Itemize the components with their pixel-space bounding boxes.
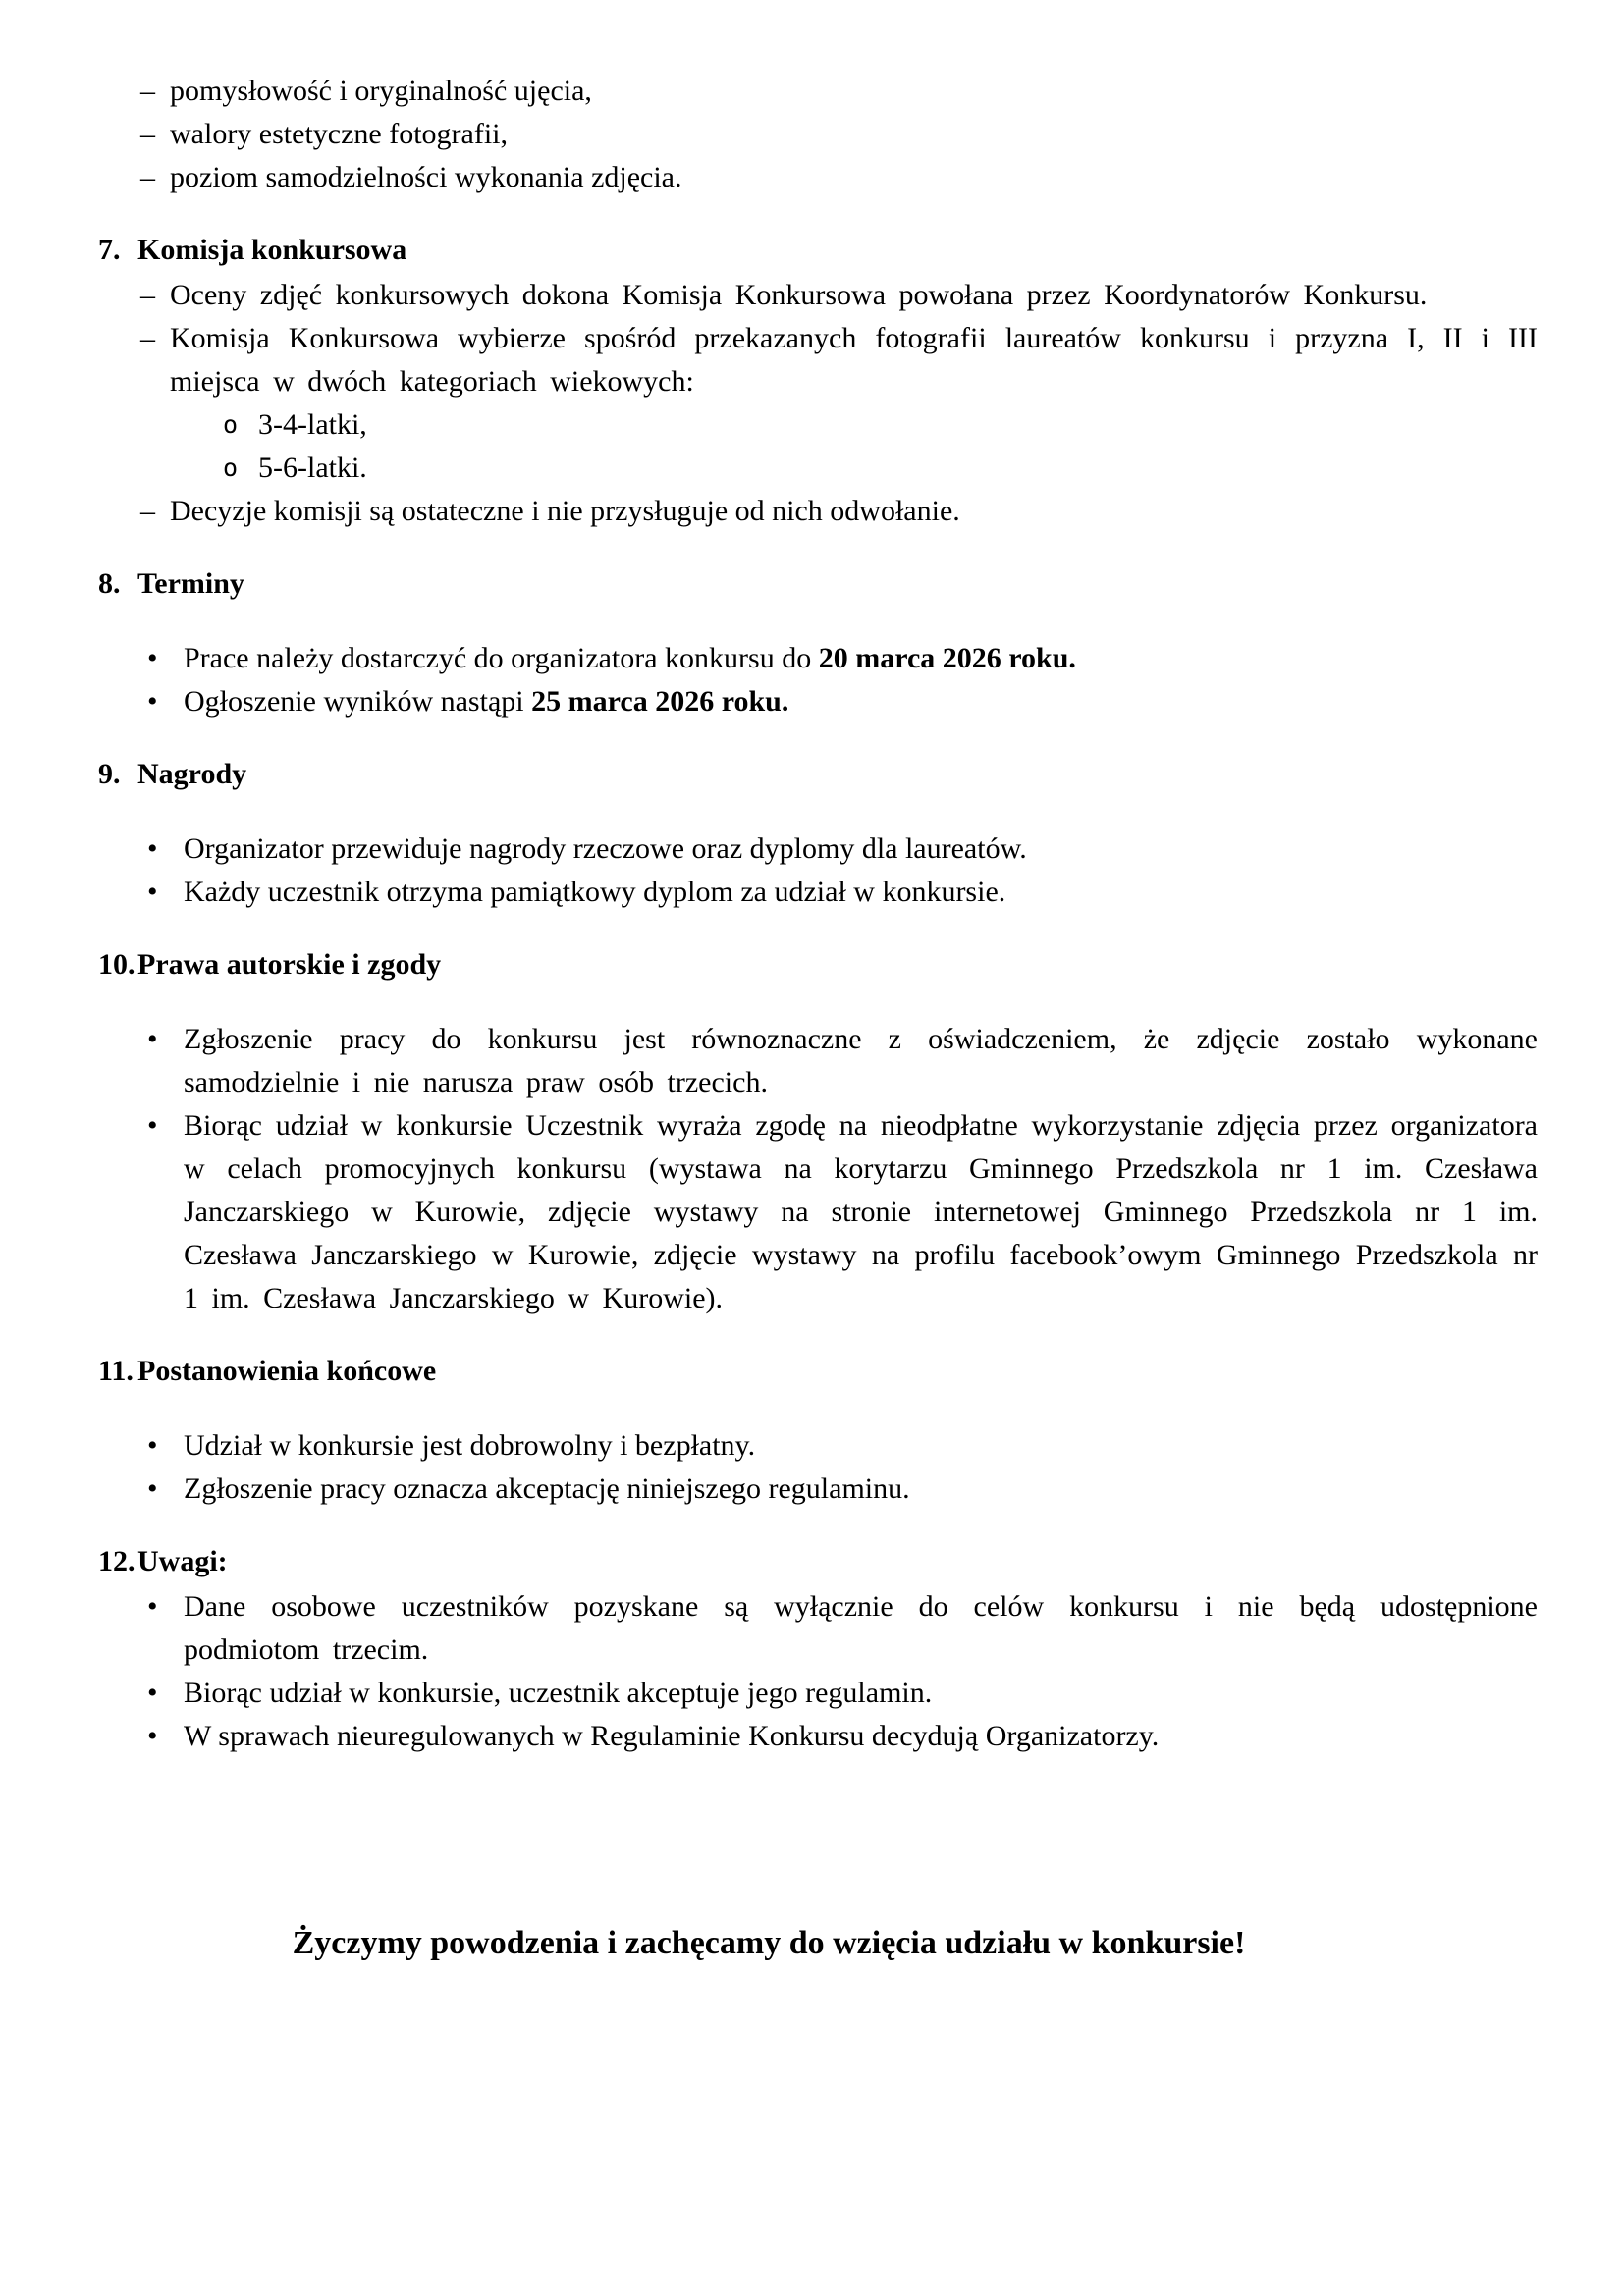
list-item-text: Ogłoszenie wyników nastąpi (184, 685, 532, 718)
dot-bullet-icon: • (147, 1720, 158, 1752)
section-uwagi (0, 1540, 1538, 1758)
dash-bullet-icon: – (140, 495, 155, 527)
list-item-text: Zgłoszenie pracy do konkursu jest równoznaczne z oświadczeniem, że zdjęcie zostało wykonane samodzielnie i nie narusza praw osób trzecich. (184, 1023, 1538, 1098)
list-item (223, 403, 1538, 447)
section-heading (98, 1540, 1538, 1583)
section-number: 11. (98, 1355, 134, 1387)
section-heading (98, 1350, 1538, 1393)
list-item (140, 70, 1538, 113)
section-list (140, 274, 1538, 533)
list-item (140, 156, 1538, 199)
list-item (147, 637, 1538, 680)
list-item-text: walory estetyczne fotografii, (170, 118, 509, 150)
intro-criteria-list (140, 70, 1538, 199)
section-heading (98, 753, 1538, 796)
list-item (223, 447, 1538, 490)
dash-bullet-icon: – (140, 279, 155, 311)
dot-bullet-icon: • (147, 685, 158, 718)
list-item-text (170, 317, 1538, 490)
dot-bullet-icon: • (147, 642, 158, 674)
circle-bullet-icon: o (223, 454, 239, 482)
list-item-text: Organizator przewiduje nagrody rzeczowe oraz dyplomy dla laureatów. (184, 832, 1027, 865)
dot-bullet-icon: • (147, 1429, 158, 1462)
section-title: Komisja konkursowa (137, 234, 407, 266)
section-number: 8. (98, 567, 121, 600)
dash-bullet-icon: – (140, 322, 155, 354)
section-postanowienia-koncowe (0, 1350, 1538, 1511)
list-item-text: Każdy uczestnik otrzyma pamiątkowy dyplom za udział w konkursie. (184, 876, 1006, 908)
section-title: Terminy (137, 567, 244, 600)
dot-bullet-icon: • (147, 1590, 158, 1623)
list-item (147, 1018, 1538, 1104)
age-categories-sublist (223, 403, 1538, 490)
section-number: 12. (98, 1545, 135, 1577)
list-item-text: Zgłoszenie pracy oznacza akceptację niniejszego regulaminu. (184, 1472, 910, 1505)
dot-bullet-icon: • (147, 1677, 158, 1709)
list-item-text: W sprawach nieuregulowanych w Regulaminie Konkursu decydują Organizatorzy. (184, 1720, 1160, 1752)
section-terminy (0, 562, 1538, 723)
list-item-text (184, 680, 1538, 723)
dot-bullet-icon: • (147, 1109, 158, 1142)
dot-bullet-icon: • (147, 1023, 158, 1055)
list-item-text: Komisja Konkursowa wybierze spośród przekazanych fotografii laureatów konkursu i przyzna I, II i III miejsca w dwóch kategoriach wiekowych: (170, 322, 1538, 398)
list-item (147, 871, 1538, 914)
dash-bullet-icon: – (140, 75, 155, 107)
section-title: Uwagi: (137, 1545, 228, 1577)
list-item-text: 3-4-latki, (258, 408, 367, 441)
section-list (147, 1585, 1538, 1758)
section-list (147, 1018, 1538, 1320)
section-number: 9. (98, 758, 121, 790)
section-title: Postanowienia końcowe (137, 1355, 437, 1387)
list-item-text: Dane osobowe uczestników pozyskane są wyłącznie do celów konkursu i nie będą udostępnione podmiotom trzecim. (184, 1590, 1538, 1666)
dash-bullet-icon: – (140, 161, 155, 193)
list-item (147, 1715, 1538, 1758)
list-item-text: Decyzje komisji są ostateczne i nie przysługuje od nich odwołanie. (170, 495, 960, 527)
closing-message: Życzymy powodzenia i zachęcamy do wzięcia udziału w konkursie! (292, 1925, 1246, 1961)
section-prawa-autorskie (0, 943, 1538, 1320)
list-item-text: pomysłowość i oryginalność ujęcia, (170, 75, 592, 107)
list-item (147, 1585, 1538, 1672)
section-number: 7. (98, 234, 121, 266)
circle-bullet-icon: o (223, 410, 239, 439)
section-list (147, 828, 1538, 914)
section-list (147, 637, 1538, 723)
section-heading (98, 562, 1538, 606)
section-title: Nagrody (137, 758, 247, 790)
list-item-text: 5-6-latki. (258, 452, 367, 484)
dash-bullet-icon: – (140, 118, 155, 150)
results-date: 25 marca 2026 roku. (531, 685, 789, 718)
list-item (140, 274, 1538, 317)
section-komisja-konkursowa (0, 229, 1538, 533)
section-nagrody (0, 753, 1538, 914)
list-item-text: Udział w konkursie jest dobrowolny i bezpłatny. (184, 1429, 756, 1462)
section-list (147, 1424, 1538, 1511)
section-title: Prawa autorskie i zgody (137, 948, 442, 981)
list-item (140, 113, 1538, 156)
list-item (147, 1424, 1538, 1468)
dot-bullet-icon: • (147, 1472, 158, 1505)
list-item-text: poziom samodzielności wykonania zdjęcia. (170, 161, 682, 193)
dot-bullet-icon: • (147, 876, 158, 908)
deadline-date: 20 marca 2026 roku. (818, 642, 1076, 674)
list-item (140, 317, 1538, 490)
section-heading (98, 943, 1538, 987)
list-item (147, 1672, 1538, 1715)
list-item-text: Prace należy dostarczyć do organizatora konkursu do (184, 642, 819, 674)
list-item-text: Oceny zdjęć konkursowych dokona Komisja Konkursowa powołana przez Koordynatorów Konkursu. (170, 279, 1428, 311)
list-item-text: Biorąc udział w konkursie, uczestnik akceptuje jego regulamin. (184, 1677, 933, 1709)
list-item (147, 1104, 1538, 1320)
list-item (147, 828, 1538, 871)
list-item-text (184, 637, 1538, 680)
list-item (147, 1468, 1538, 1511)
list-item (140, 490, 1538, 533)
section-number: 10. (98, 948, 135, 981)
list-item (147, 680, 1538, 723)
section-heading (98, 229, 1538, 272)
dot-bullet-icon: • (147, 832, 158, 865)
list-item-text: Biorąc udział w konkursie Uczestnik wyraża zgodę na nieodpłatne wykorzystanie zdjęcia przez organizatora w celach promocyjnych konkursu (wystawa na korytarzu Gminnego Przedszkola nr 1 im. Czesława Janczarskiego w Kurowie, zdjęcie wystawy na stronie internetowej Gminnego Przedszkola nr 1 im. Czesława Janczarskiego w Kurowie, zdjęcie wystawy na profilu facebook’owym Gminnego Przedszkola nr 1 im. Czesława Janczarskiego w Kurowie). (184, 1109, 1538, 1314)
